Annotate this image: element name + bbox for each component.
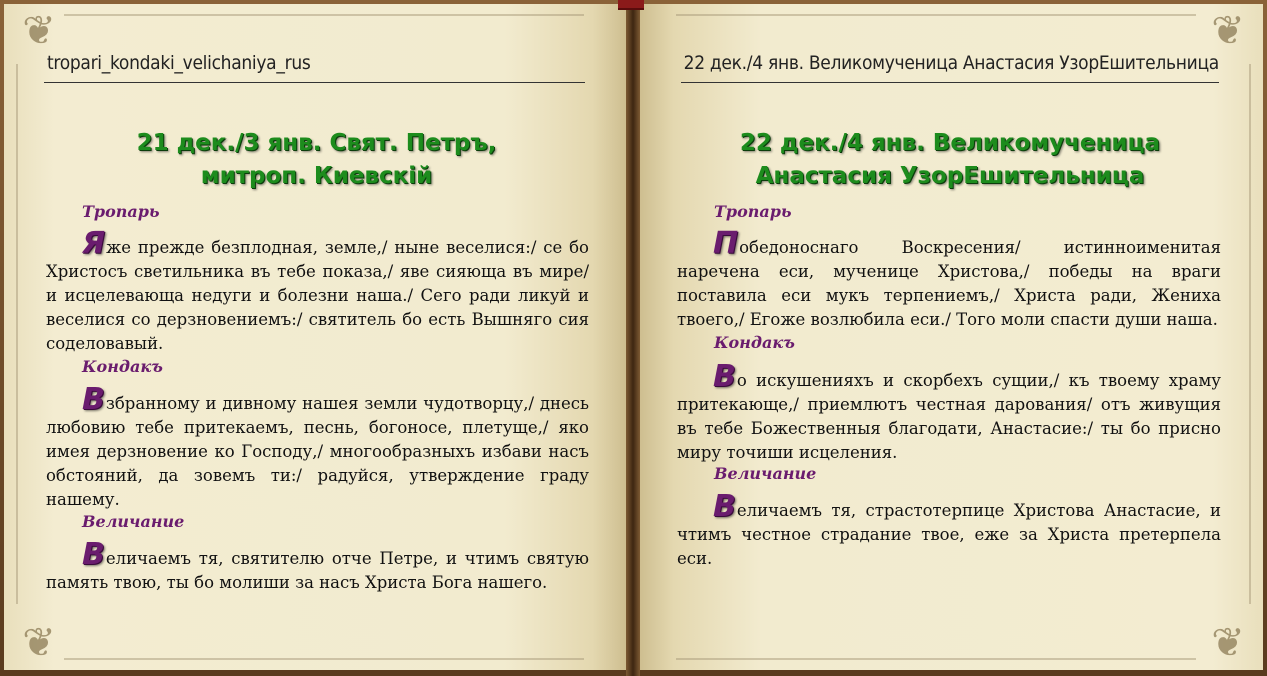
kontakion-label: Кондакъ	[714, 333, 795, 352]
header-rule	[44, 82, 585, 83]
troparion-text	[677, 226, 1221, 332]
drop-cap: В	[82, 382, 105, 417]
ornament-corner-icon: ❦	[1211, 8, 1245, 54]
ornament-corner-icon: ❦	[1211, 620, 1245, 666]
page-title-right	[681, 127, 1219, 193]
border-line	[1249, 64, 1251, 604]
drop-cap: П	[713, 226, 739, 261]
border-line	[16, 64, 18, 604]
kontakion-label: Кондакъ	[82, 357, 163, 376]
title-line: митроп. Киевскiй	[200, 163, 433, 189]
ornament-corner-icon: ❦	[22, 620, 56, 666]
paragraph-body: о искушенияхъ и скорбехъ сущии,/ къ твоему храму притекающе,/ приемлютъ честная дарования/ отъ живущия въ тебе Божественныя благодати, Анастасие:/ ты бо присно миру точиши исцеления.	[677, 371, 1221, 462]
kontakion-text	[677, 359, 1221, 465]
paragraph-body: еличаемъ тя, страстотерпице Христова Анастасие, и чтимъ честное страдание твое, еже за Христа претерпела еси.	[677, 501, 1221, 568]
header-rule	[681, 82, 1219, 83]
ornament-corner-icon: ❦	[22, 8, 56, 54]
title-line: 22 дек./4 янв. Великомученица	[739, 130, 1161, 156]
magnification-text	[677, 489, 1221, 571]
troparion-label: Тропарь	[82, 202, 160, 221]
title-line: Анастасия УзорEшительница	[755, 163, 1145, 189]
border-line	[64, 658, 584, 660]
paragraph-body: обeдоноснаго Воскресения/ истинноименитая наречена еси, мученице Христова,/ победы на враги поставила еси мукъ терпениемъ,/ Христа ради, Жениха твоего,/ Егоже возлюбила еси./ Того моли спасти души наша.	[677, 238, 1221, 329]
drop-cap: Я	[82, 226, 106, 261]
border-line	[676, 658, 1196, 660]
bookmark-ribbon[interactable]	[618, 0, 644, 10]
troparion-label: Тропарь	[714, 202, 792, 221]
border-line	[64, 14, 584, 16]
kontakion-text	[46, 382, 589, 512]
paragraph-body: збранному и дивному нашея земли чудотворцу,/ днесь любовию тебе притекаемъ, песнь, богоносе, плетуще,/ яко имея дерзновение ко Господу,/ многообразныхъ избави насъ обстояний, да зовемъ ти:/ радуйся, утверждение граду нашему.	[46, 394, 589, 509]
running-head-left: tropari_kondaki_velichaniya_rus	[47, 52, 311, 74]
page-title-left	[44, 127, 589, 193]
drop-cap: В	[713, 489, 736, 524]
border-line	[676, 14, 1196, 16]
drop-cap: В	[82, 537, 105, 572]
running-head-right: 22 дек./4 янв. Великомученица Анастасия УзорEшительница	[683, 52, 1219, 74]
troparion-text	[46, 226, 589, 356]
drop-cap: В	[713, 359, 736, 394]
book-spine	[626, 0, 640, 676]
magnification-label: Величание	[82, 512, 185, 531]
magnification-text	[46, 537, 589, 595]
paragraph-body: же прежде безплодная, земле,/ нынe веселися:/ се бо Христосъ светильника въ тебе показа,/ яве сияюща въ мире/ и исцелевающа недуги и болезни наша./ Сего ради ликуй и веселися со дерзновениемъ:/ святитель бо есть Вышняго сия содeловавый.	[46, 238, 589, 353]
title-line: 21 дек./3 янв. Свят. Петръ,	[136, 130, 497, 156]
paragraph-body: еличаемъ тя, святителю отче Петре, и чтимъ святую память твою, ты бо молиши за насъ Христа Бога нашего.	[46, 549, 589, 592]
magnification-label: Величание	[714, 464, 817, 483]
